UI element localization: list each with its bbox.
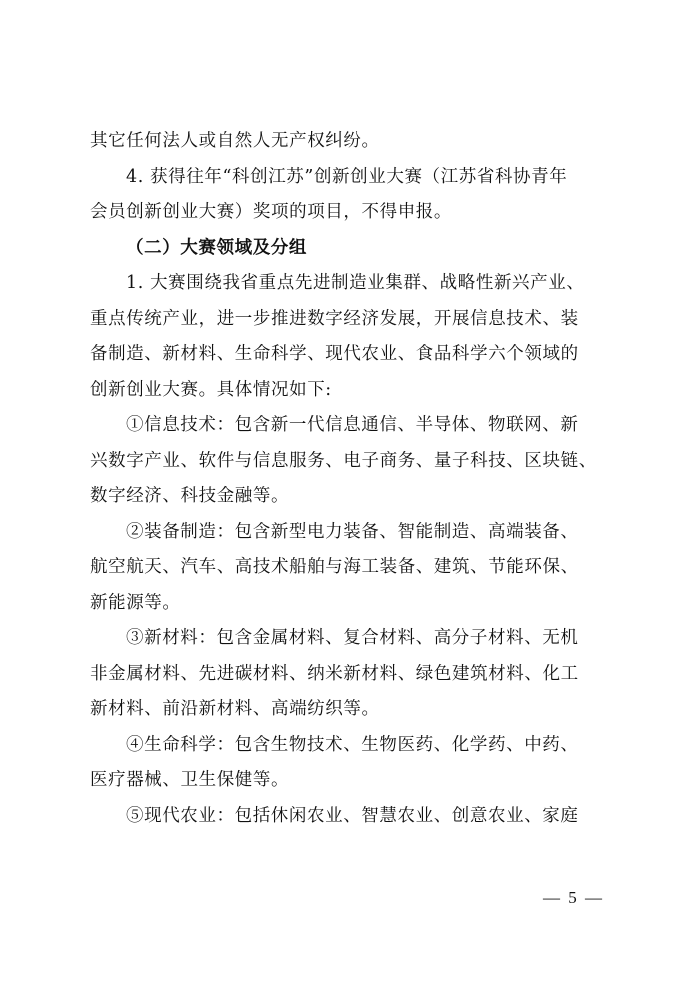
paragraph-line: 其它任何法人或自然人无产权纠纷。 xyxy=(90,131,380,151)
paragraph-line: 重点传统产业，进一步推进数字经济发展，开展信息技术、装 xyxy=(90,308,579,329)
paragraph-line: 新能源等。 xyxy=(90,592,181,613)
paragraph-line: 医疗器械、卫生保健等。 xyxy=(90,770,290,790)
paragraph-line: 4. 获得往年“科创江苏”创新创业大赛（江苏省科协青年 xyxy=(126,166,568,187)
paragraph-line: 兴数字产业、软件与信息服务、电子商务、量子科技、区块链、 xyxy=(90,450,597,471)
list-item-life-sciences: ④生命科学：包含生物技术、生物医药、化学药、中药、 xyxy=(126,734,579,755)
paragraph-line: 1. 大赛围绕我省重点先进制造业集群、战略性新兴产业、 xyxy=(126,273,585,293)
list-item-information-technology: ①信息技术：包含新一代信息通信、半导体、物联网、新 xyxy=(126,415,579,435)
list-item-new-materials: ③新材料：包含金属材料、复合材料、高分子材料、无机 xyxy=(126,628,579,648)
paragraph-line: 航空航天、汽车、高技术船舶与海工装备、建筑、节能环保、 xyxy=(90,557,579,577)
paragraph-line: 创新创业大赛。具体情况如下: xyxy=(90,379,332,400)
paragraph-line: 数字经济、科技金融等。 xyxy=(90,486,290,506)
section-heading: （二）大赛领域及分组 xyxy=(126,237,307,258)
page-number: — 5 — xyxy=(543,888,604,907)
paragraph-line: 会员创新创业大赛）奖项的项目，不得申报。 xyxy=(90,202,452,222)
list-item-modern-agriculture: ⑤现代农业：包括休闲农业、智慧农业、创意农业、家庭 xyxy=(126,805,579,826)
paragraph-line: 非金属材料、先进碳材料、纳米新材料、绿色建筑材料、化工 xyxy=(90,663,579,684)
paragraph-line: 备制造、新材料、生命科学、现代农业、食品科学六个领域的 xyxy=(90,344,579,364)
list-item-equipment-manufacturing: ②装备制造：包含新型电力装备、智能制造、高端装备、 xyxy=(126,521,579,542)
paragraph-line: 新材料、前沿新材料、高端纺织等。 xyxy=(90,699,380,719)
document-body xyxy=(90,124,612,834)
